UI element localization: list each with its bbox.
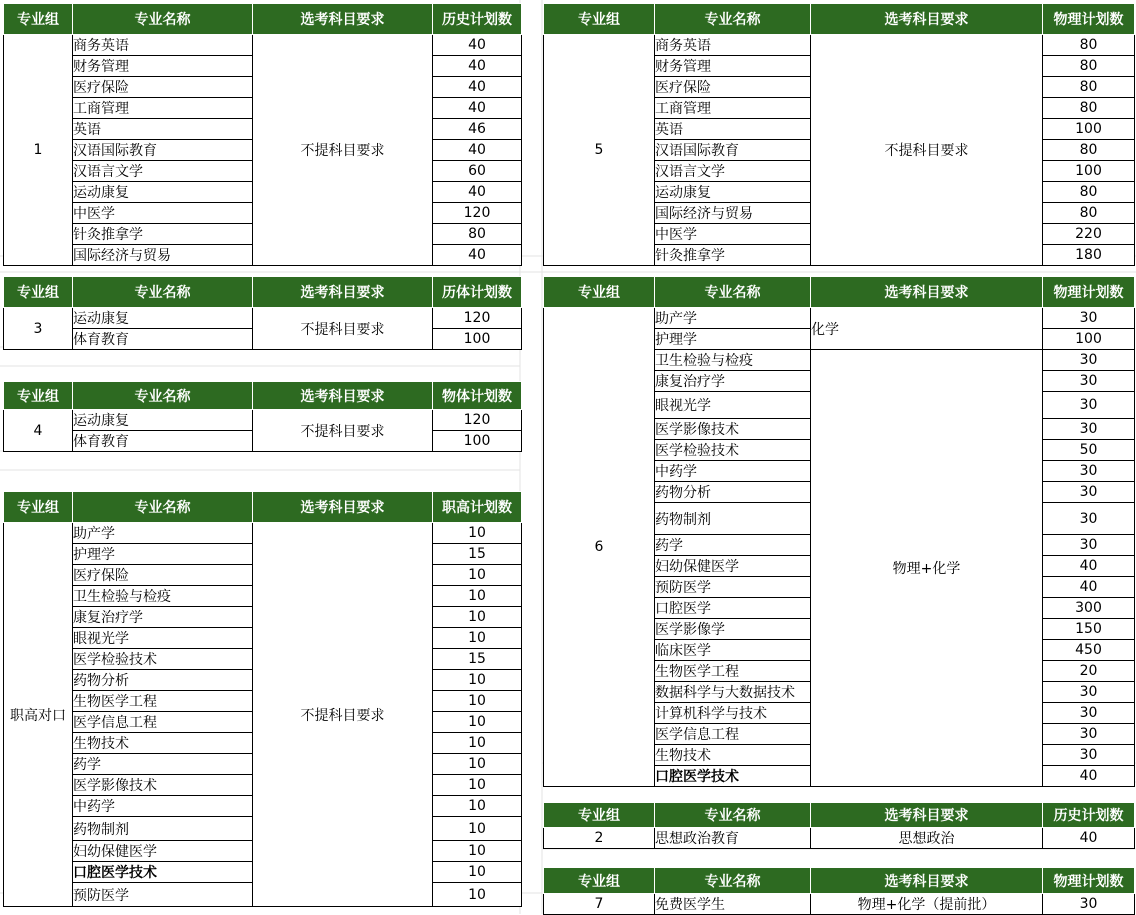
table-group-4 <box>3 381 522 452</box>
plan-count: 10 <box>433 670 522 691</box>
group-cell: 5 <box>544 35 655 266</box>
header-requirement: 选考科目要求 <box>253 277 433 308</box>
major-name: 体育教育 <box>73 431 253 452</box>
plan-count: 80 <box>1043 35 1135 56</box>
plan-count: 15 <box>433 649 522 670</box>
plan-count: 80 <box>1043 203 1135 224</box>
plan-count: 30 <box>1043 461 1135 482</box>
major-name: 护理学 <box>655 329 811 350</box>
major-name: 预防医学 <box>73 883 253 907</box>
plan-count: 10 <box>433 628 522 649</box>
plan-count: 40 <box>1043 577 1135 598</box>
header-major: 专业名称 <box>655 868 811 894</box>
plan-count: 30 <box>1043 724 1135 745</box>
header-requirement: 选考科目要求 <box>253 382 433 410</box>
plan-count: 10 <box>433 883 522 907</box>
header-major: 专业名称 <box>73 492 253 523</box>
table-group-5 <box>543 3 1135 266</box>
header-major: 专业名称 <box>73 382 253 410</box>
plan-count: 40 <box>433 140 522 161</box>
plan-count: 40 <box>433 98 522 119</box>
major-name: 卫生检验与检疫 <box>655 350 811 371</box>
major-name: 商务英语 <box>655 35 811 56</box>
plan-count: 10 <box>433 565 522 586</box>
major-name: 药物分析 <box>73 670 253 691</box>
plan-count: 10 <box>433 733 522 754</box>
header-group: 专业组 <box>4 4 73 35</box>
group-cell: 职高对口 <box>4 523 73 907</box>
major-name: 工商管理 <box>73 98 253 119</box>
plan-count: 10 <box>433 523 522 544</box>
major-name: 运动康复 <box>73 410 253 431</box>
plan-count: 30 <box>1043 482 1135 503</box>
plan-count: 80 <box>1043 140 1135 161</box>
major-name: 工商管理 <box>655 98 811 119</box>
plan-count: 30 <box>1043 703 1135 724</box>
major-name: 药物分析 <box>655 482 811 503</box>
plan-count: 100 <box>1043 119 1135 140</box>
header-plan: 物理计划数 <box>1043 4 1135 35</box>
plan-count: 40 <box>433 35 522 56</box>
header-group: 专业组 <box>544 868 655 894</box>
requirement-cell: 不提科目要求 <box>253 410 433 452</box>
major-name: 针灸推拿学 <box>73 224 253 245</box>
major-name: 生物技术 <box>655 745 811 766</box>
table-row <box>4 308 522 329</box>
requirement-cell: 不提科目要求 <box>253 308 433 350</box>
header-major: 专业名称 <box>73 277 253 308</box>
table-row <box>4 410 522 431</box>
table-group-1 <box>3 3 522 266</box>
header-major: 专业名称 <box>655 803 811 828</box>
major-name: 运动康复 <box>73 182 253 203</box>
major-name: 汉语言文学 <box>655 161 811 182</box>
major-name: 生物技术 <box>73 733 253 754</box>
plan-count: 40 <box>1043 828 1135 849</box>
table-row <box>544 828 1135 849</box>
header-plan: 物理计划数 <box>1043 277 1135 308</box>
major-name: 体育教育 <box>73 329 253 350</box>
major-name: 护理学 <box>73 544 253 565</box>
plan-count: 30 <box>1043 682 1135 703</box>
plan-count: 40 <box>433 56 522 77</box>
plan-count: 30 <box>1043 745 1135 766</box>
requirement-cell: 物理+化学 <box>811 350 1043 787</box>
table-row <box>544 894 1135 915</box>
major-name: 医疗保险 <box>73 77 253 98</box>
header-requirement: 选考科目要求 <box>811 277 1043 308</box>
plan-count: 80 <box>433 224 522 245</box>
header-group: 专业组 <box>4 382 73 410</box>
header-group: 专业组 <box>544 277 655 308</box>
major-name: 中药学 <box>655 461 811 482</box>
major-name: 药学 <box>655 535 811 556</box>
table-group-7 <box>543 867 1135 915</box>
group-cell: 3 <box>4 308 73 350</box>
major-name: 妇幼保健医学 <box>655 556 811 577</box>
major-name: 医学检验技术 <box>655 440 811 461</box>
plan-count: 180 <box>1043 245 1135 266</box>
header-plan: 物理计划数 <box>1043 868 1135 894</box>
major-name: 药物制剂 <box>655 503 811 535</box>
major-name: 国际经济与贸易 <box>655 203 811 224</box>
requirement-cell: 不提科目要求 <box>811 35 1043 266</box>
header-group: 专业组 <box>4 492 73 523</box>
plan-count: 30 <box>1043 392 1135 419</box>
major-name: 运动康复 <box>655 182 811 203</box>
plan-count: 40 <box>433 77 522 98</box>
group-cell: 4 <box>4 410 73 452</box>
header-group: 专业组 <box>544 803 655 828</box>
major-name: 卫生检验与检疫 <box>73 586 253 607</box>
major-name: 康复治疗学 <box>73 607 253 628</box>
major-name: 医学检验技术 <box>73 649 253 670</box>
plan-count: 40 <box>433 245 522 266</box>
table-group-3 <box>3 276 522 350</box>
plan-count: 120 <box>433 410 522 431</box>
major-name: 生物医学工程 <box>655 661 811 682</box>
group-cell: 7 <box>544 894 655 915</box>
plan-count: 40 <box>1043 766 1135 787</box>
header-group: 专业组 <box>544 4 655 35</box>
plan-count: 10 <box>433 691 522 712</box>
major-name: 医学影像技术 <box>655 419 811 440</box>
major-name: 思想政治教育 <box>655 828 811 849</box>
table-row <box>544 308 1135 329</box>
plan-count: 120 <box>433 203 522 224</box>
table-row <box>4 523 522 544</box>
plan-count: 80 <box>1043 98 1135 119</box>
plan-count: 100 <box>433 329 522 350</box>
plan-count: 450 <box>1043 640 1135 661</box>
major-name: 中药学 <box>73 796 253 817</box>
requirement-cell: 不提科目要求 <box>253 523 433 907</box>
plan-count: 300 <box>1043 598 1135 619</box>
header-requirement: 选考科目要求 <box>253 492 433 523</box>
major-name: 医疗保险 <box>73 565 253 586</box>
table-group-vocational <box>3 491 522 907</box>
major-name: 英语 <box>73 119 253 140</box>
plan-count: 10 <box>433 607 522 628</box>
table-group-6 <box>543 276 1135 787</box>
plan-count: 20 <box>1043 661 1135 682</box>
major-name: 助产学 <box>73 523 253 544</box>
major-name: 医学信息工程 <box>73 712 253 733</box>
plan-count: 100 <box>433 431 522 452</box>
major-name: 医学信息工程 <box>655 724 811 745</box>
table-group-2 <box>543 802 1135 849</box>
major-name: 药物制剂 <box>73 817 253 841</box>
plan-count: 30 <box>1043 894 1135 915</box>
group-cell: 1 <box>4 35 73 266</box>
requirement-cell: 化学 <box>811 308 1043 350</box>
major-name: 预防医学 <box>655 577 811 598</box>
header-plan: 物体计划数 <box>433 382 522 410</box>
major-name: 临床医学 <box>655 640 811 661</box>
plan-count: 100 <box>1043 329 1135 350</box>
table-row <box>4 35 522 56</box>
header-requirement: 选考科目要求 <box>811 868 1043 894</box>
major-name: 财务管理 <box>655 56 811 77</box>
plan-count: 120 <box>433 308 522 329</box>
major-name: 中医学 <box>655 224 811 245</box>
major-name: 商务英语 <box>73 35 253 56</box>
major-name: 眼视光学 <box>655 392 811 419</box>
plan-count: 80 <box>1043 56 1135 77</box>
plan-count: 10 <box>433 841 522 862</box>
major-name: 免费医学生 <box>655 894 811 915</box>
major-name: 财务管理 <box>73 56 253 77</box>
plan-count: 10 <box>433 775 522 796</box>
requirement-cell: 不提科目要求 <box>253 35 433 266</box>
major-name: 汉语国际教育 <box>655 140 811 161</box>
major-name: 针灸推拿学 <box>655 245 811 266</box>
requirement-cell: 物理+化学（提前批） <box>811 894 1043 915</box>
major-name: 康复治疗学 <box>655 371 811 392</box>
plan-count: 80 <box>1043 77 1135 98</box>
major-name: 汉语国际教育 <box>73 140 253 161</box>
major-name: 口腔医学 <box>655 598 811 619</box>
plan-count: 40 <box>1043 556 1135 577</box>
header-requirement: 选考科目要求 <box>811 803 1043 828</box>
plan-count: 40 <box>433 182 522 203</box>
header-plan: 历史计划数 <box>433 4 522 35</box>
major-name: 运动康复 <box>73 308 253 329</box>
major-name: 数据科学与大数据技术 <box>655 682 811 703</box>
major-name: 助产学 <box>655 308 811 329</box>
plan-count: 10 <box>433 796 522 817</box>
header-plan: 历体计划数 <box>433 277 522 308</box>
plan-count: 30 <box>1043 371 1135 392</box>
major-name: 眼视光学 <box>73 628 253 649</box>
major-name: 药学 <box>73 754 253 775</box>
group-cell: 6 <box>544 308 655 787</box>
header-major: 专业名称 <box>655 4 811 35</box>
plan-count: 80 <box>1043 182 1135 203</box>
major-name: 国际经济与贸易 <box>73 245 253 266</box>
plan-count: 30 <box>1043 350 1135 371</box>
plan-count: 100 <box>1043 161 1135 182</box>
major-name: 口腔医学技术 <box>655 766 811 787</box>
plan-count: 15 <box>433 544 522 565</box>
plan-count: 50 <box>1043 440 1135 461</box>
plan-count: 30 <box>1043 535 1135 556</box>
plan-count: 60 <box>433 161 522 182</box>
plan-count: 150 <box>1043 619 1135 640</box>
major-name: 汉语言文学 <box>73 161 253 182</box>
major-name: 医疗保险 <box>655 77 811 98</box>
plan-count: 10 <box>433 754 522 775</box>
plan-count: 30 <box>1043 503 1135 535</box>
plan-count: 220 <box>1043 224 1135 245</box>
major-name: 妇幼保健医学 <box>73 841 253 862</box>
major-name: 生物医学工程 <box>73 691 253 712</box>
header-major: 专业名称 <box>73 4 253 35</box>
header-major: 专业名称 <box>655 277 811 308</box>
plan-count: 10 <box>433 862 522 883</box>
plan-count: 30 <box>1043 308 1135 329</box>
major-name: 医学影像学 <box>655 619 811 640</box>
header-group: 专业组 <box>4 277 73 308</box>
major-name: 医学影像技术 <box>73 775 253 796</box>
group-cell: 2 <box>544 828 655 849</box>
table-row <box>544 35 1135 56</box>
plan-count: 10 <box>433 817 522 841</box>
plan-count: 30 <box>1043 419 1135 440</box>
major-name: 中医学 <box>73 203 253 224</box>
requirement-cell: 思想政治 <box>811 828 1043 849</box>
plan-count: 46 <box>433 119 522 140</box>
header-plan: 职高计划数 <box>433 492 522 523</box>
major-name: 口腔医学技术 <box>73 862 253 883</box>
plan-count: 10 <box>433 586 522 607</box>
plan-count: 10 <box>433 712 522 733</box>
header-requirement: 选考科目要求 <box>253 4 433 35</box>
major-name: 英语 <box>655 119 811 140</box>
major-name: 计算机科学与技术 <box>655 703 811 724</box>
header-requirement: 选考科目要求 <box>811 4 1043 35</box>
header-plan: 历史计划数 <box>1043 803 1135 828</box>
